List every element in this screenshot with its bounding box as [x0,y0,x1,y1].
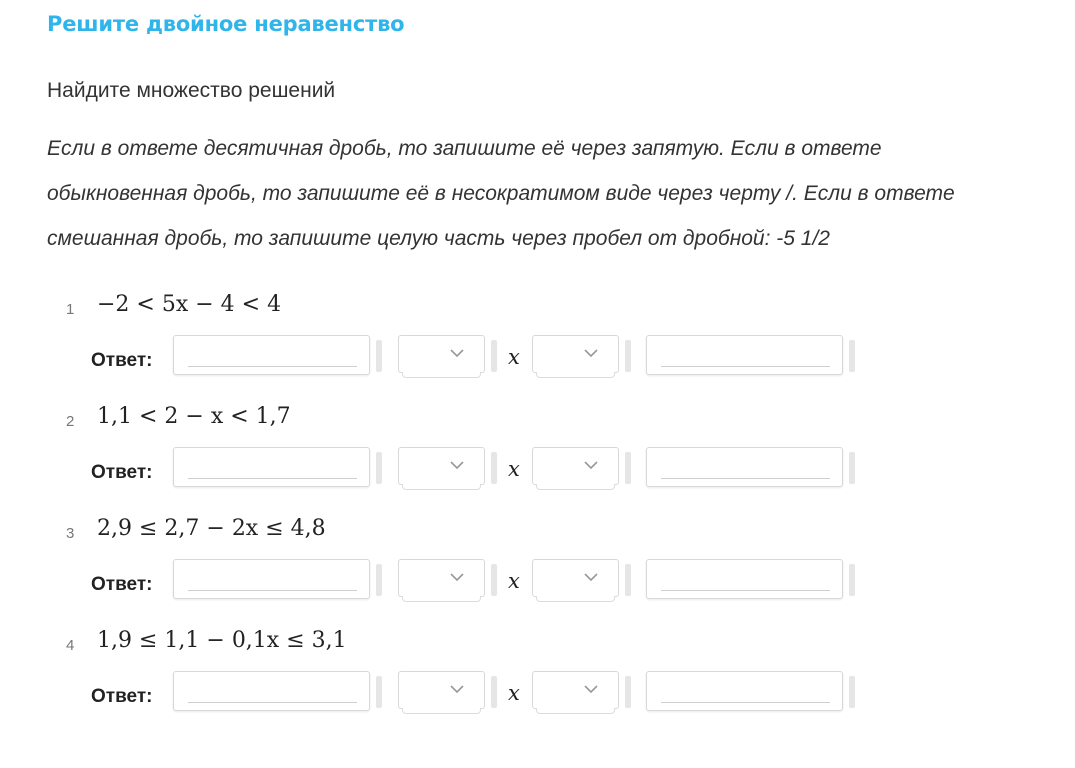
field-handle[interactable] [491,452,497,484]
task-number: 3 [66,525,75,542]
field-handle[interactable] [849,676,855,708]
task-2 [0,402,1075,514]
upper-bound-input[interactable] [661,680,830,703]
field-handle[interactable] [849,564,855,596]
answer-label: Ответ: [91,574,153,595]
variable-x: x [508,345,520,369]
left-sign-select[interactable] [398,559,485,597]
upper-bound-input[interactable] [661,344,830,367]
variable-x: x [508,681,520,705]
field-handle[interactable] [376,452,382,484]
lower-bound-field [173,447,370,487]
upper-bound-field [646,447,843,487]
field-handle[interactable] [491,340,497,372]
right-sign-select[interactable] [532,447,619,485]
variable-x: x [508,569,520,593]
upper-bound-field [646,335,843,375]
chevron-down-icon [450,685,464,694]
task-4 [0,626,1075,738]
page-title: Решите двойное неравенство [47,12,405,36]
answer-label: Ответ: [91,350,153,371]
upper-bound-input[interactable] [661,456,830,479]
field-handle[interactable] [376,564,382,596]
field-handle[interactable] [376,676,382,708]
field-handle[interactable] [625,452,631,484]
field-handle[interactable] [376,340,382,372]
upper-bound-field [646,559,843,599]
lower-bound-input[interactable] [188,344,357,367]
answer-label: Ответ: [91,686,153,707]
task-expression: 2,9 ≤ 2,7 − 2x ≤ 4,8 [97,516,326,541]
field-handle[interactable] [625,676,631,708]
task-3 [0,514,1075,626]
field-handle[interactable] [849,452,855,484]
field-handle[interactable] [849,340,855,372]
right-sign-select[interactable] [532,559,619,597]
right-sign-select[interactable] [532,335,619,373]
left-sign-select[interactable] [398,447,485,485]
chevron-down-icon [450,573,464,582]
task-expression: 1,1 < 2 − x < 1,7 [97,404,291,429]
lower-bound-field [173,559,370,599]
lower-bound-field [173,671,370,711]
right-sign-select[interactable] [532,671,619,709]
left-sign-select[interactable] [398,335,485,373]
lower-bound-input[interactable] [188,456,357,479]
task-number: 4 [66,637,75,654]
chevron-down-icon [584,461,598,470]
field-handle[interactable] [491,676,497,708]
upper-bound-input[interactable] [661,568,830,591]
task-number: 1 [66,301,75,318]
field-handle[interactable] [491,564,497,596]
lower-bound-field [173,335,370,375]
instructions-line: Если в ответе десятичная дробь, то запишите её через запятую. Если в ответе [47,137,882,160]
chevron-down-icon [584,349,598,358]
answer-label: Ответ: [91,462,153,483]
field-handle[interactable] [625,564,631,596]
lower-bound-input[interactable] [188,680,357,703]
task-expression: −2 < 5x − 4 < 4 [97,292,282,317]
upper-bound-field [646,671,843,711]
chevron-down-icon [450,349,464,358]
task-number: 2 [66,413,75,430]
task-1 [0,290,1075,402]
task-expression: 1,9 ≤ 1,1 − 0,1x ≤ 3,1 [97,628,347,653]
left-sign-select[interactable] [398,671,485,709]
chevron-down-icon [450,461,464,470]
page-subtitle: Найдите множество решений [47,79,336,102]
field-handle[interactable] [625,340,631,372]
lower-bound-input[interactable] [188,568,357,591]
variable-x: x [508,457,520,481]
instructions-line: смешанная дробь, то запишите целую часть через пробел от дробной: -5 1/2 [47,227,830,250]
instructions [47,126,1047,261]
instructions-line: обыкновенная дробь, то запишите её в несократимом виде через черту /. Если в ответе [47,182,955,205]
chevron-down-icon [584,685,598,694]
chevron-down-icon [584,573,598,582]
